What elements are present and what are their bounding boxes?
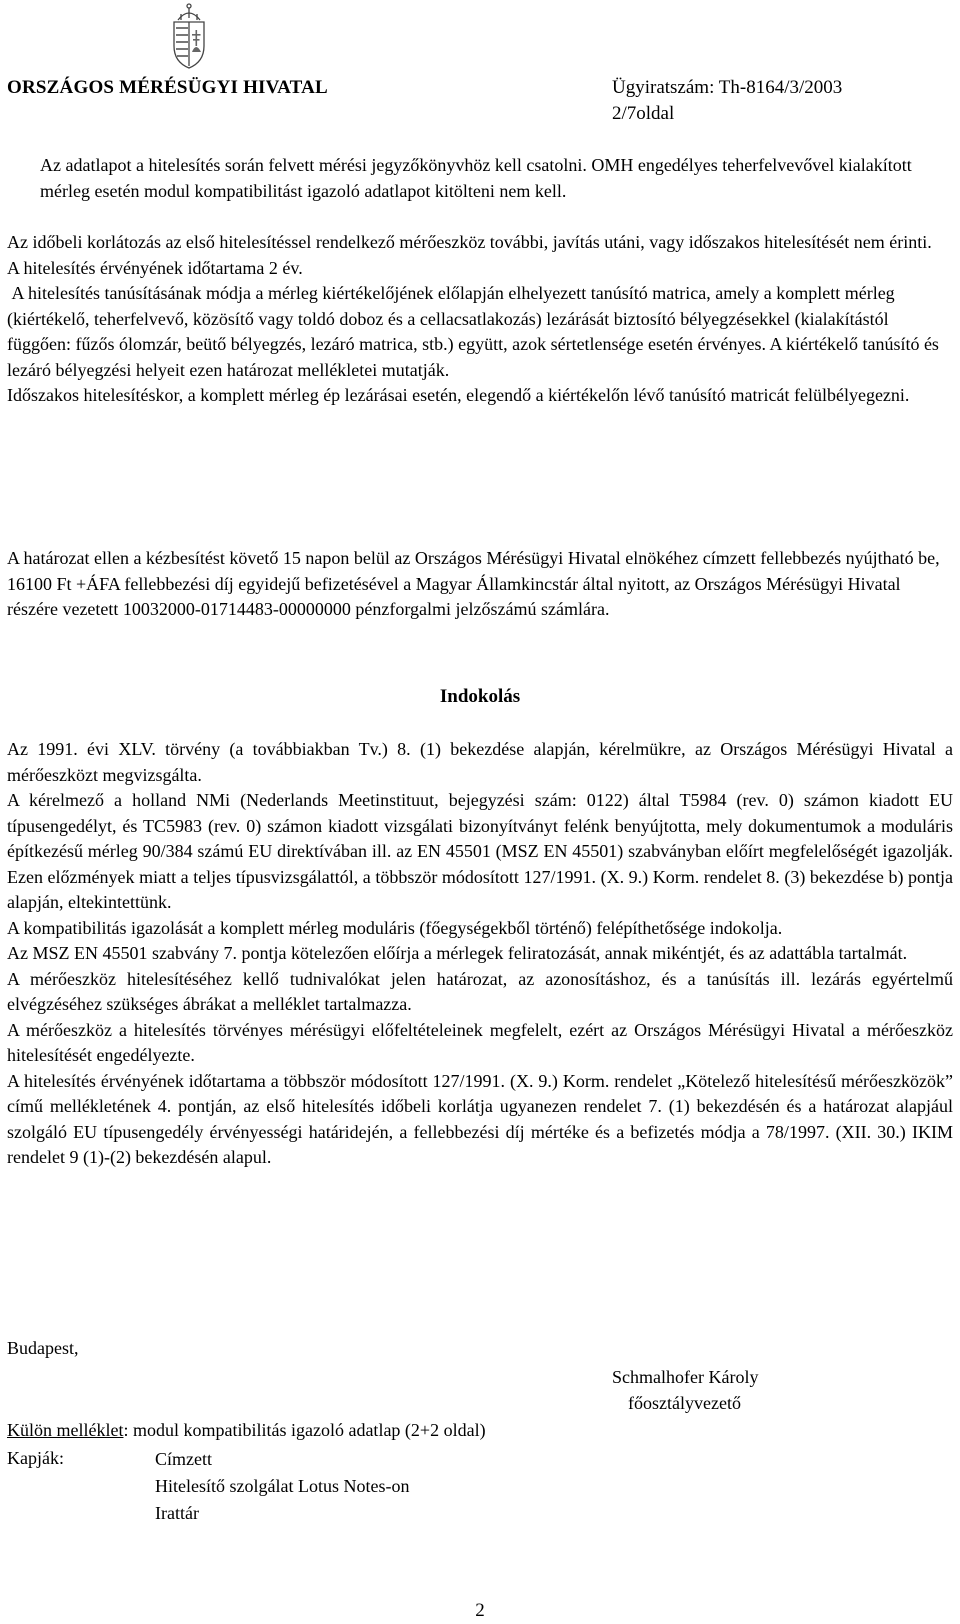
reasoning-paragraph-7: A hitelesítés érvényének időtartama a többször módosított 127/1991. (X. 9.) Korm. rendelet „Kötelező hitelesítésű mérőeszközök” című mellékletének 4. pontján, az első hitelesítés időbeli korlátja ugyanezen rendelet 7. (1) bekezdésén és a határozat alapjául szolgáló EU típusengedély érvényességi határidején, a fellebbezési díj mértéke és a befizetés módja a 78/1997. (XII. 30.) IKIM rendelet 9 (1)-(2) bekezdésén alapul. (7, 1070, 953, 1167)
attachment-line (7, 1418, 486, 1444)
appeal-paragraph: A határozat ellen a kézbesítést követő 15 napon belül az Országos Mérésügyi Hivatal elnökéhez címzett fellebbezés nyújtható be, 16100 Ft +ÁFA fellebbezési díj egyidejű befizetésével a Magyar Államkincstár által nyitott, az Országos Mérésügyi Hivatal részére vezetett 10032000-01714483-00000000 pénzforgalmi jelzőszámú számlára. (7, 548, 940, 619)
time-limit-paragraph: Az időbeli korlátozás az első hitelesítéssel rendelkező mérőeszköz további, javítás utáni, vagy időszakos hitelesítését nem érinti. (7, 232, 932, 252)
reasoning-paragraph-6: A mérőeszköz a hitelesítés törvényes mérésügyi előfeltételeinek megfelelt, ezért az Országos Mérésügyi Hivatal a mérőeszköz hitelesítését engedélyezte. (7, 1019, 953, 1065)
validity-paragraph: A hitelesítés érvényének időtartama 2 év. (7, 257, 303, 278)
periodic-verification-paragraph: Időszakos hitelesítéskor, a komplett mérleg ép lezárásai esetén, elegendő a kiértékelőn lévő tanúsító matricát felülbélyegezni. (7, 385, 910, 405)
recipients-label: Kapják: (7, 1448, 64, 1468)
attachment-label: Külön melléklet (7, 1420, 124, 1440)
recipient-item: Címzett (155, 1449, 212, 1469)
main-body (7, 230, 953, 409)
attachment-text: : modul kompatibilitás igazoló adatlap (2+2 oldal) (123, 1420, 486, 1440)
header-right (612, 75, 842, 127)
hungarian-coat-of-arms-icon (168, 2, 210, 70)
reasoning-paragraph-3: A kompatibilitás igazolását a komplett mérleg moduláris (főegységekből történő) felépíthetősége indokolja. (7, 917, 783, 938)
signer-title: főosztályvezető (628, 1393, 741, 1413)
recipient-item: Irattár (155, 1503, 199, 1523)
reasoning-paragraph-4: Az MSZ EN 45501 szabvány 7. pontja kötelezően előírja a mérlegek feliratozását, annak mikéntjét, és az adattábla tartalmát. (7, 943, 908, 963)
datasheet-paragraph: Az adatlapot a hitelesítés során felvett mérési jegyzőkönyvhöz kell csatolni. OMH engedélyes teherfelvevővel kialakított mérleg esetén modul kompatibilitást igazoló adatlapot kitölteni nem kell. (40, 155, 912, 201)
recipients-list (155, 1446, 409, 1527)
reasoning-paragraph-5: A mérőeszköz hitelesítéséhez kellő tudnivalókat jelen határozat, az azonosításhoz, és a tanúsítás ill. lezárás egyértelmű elvégzéséhez szükséges ábrákat a melléklet tartalmazza. (7, 968, 953, 1014)
recipient-item: Hitelesítő szolgálat Lotus Notes-on (155, 1476, 410, 1496)
page-indicator: 2/7oldal (612, 103, 675, 124)
reasoning-body (7, 737, 953, 1171)
appeal-block (7, 546, 953, 623)
place-line: Budapest, (7, 1338, 79, 1358)
case-number: Ügyiratszám: Th-8164/3/2003 (612, 77, 843, 98)
indented-paragraph-block (40, 153, 920, 204)
certification-method-paragraph: A hitelesítés tanúsításának módja a mérleg kiértékelőjének előlapján elhelyezett tanúsító matrica, amely a komplett mérleg (kiértékelő, teherfelvevő, közösítő vagy toldó doboz és a cellacsatlakozás) lezárását biztosító bélyegzésekkel (kialakítástól függően: fűzős ólomzár, beütő bélyegzés, lezáró matrica, stb.) együtt, azok sértetlensége esetén érvényes. A kiértékelő tanúsító és lezáró bélyegzési helyeit ezen határozat mellékletei mutatják. (7, 283, 944, 380)
reasoning-paragraph-1: Az 1991. évi XLV. törvény (a továbbiakban Tv.) 8. (1) bekezdése alapján, kérelmükre, az Országos Mérésügyi Hivatal a mérőeszközt megvizsgálta. (7, 739, 953, 785)
organization-name: ORSZÁGOS MÉRÉSÜGYI HIVATAL (7, 77, 328, 98)
reasoning-paragraph-2: A kérelmező a holland NMi (Nederlands Meetinstituut, bejegyzési szám: 0122) által T5984 (rev. 0) számon kiadott EU típusengedélyt, és TC5983 (rev. 0) számon kiadott vizsgálati bizonyítványt felénk benyújtotta, mely dokumentumok a moduláris építkezésű mérleg 90/384 számú EU direktívában ill. az EN 45501 (MSZ EN 45501) szabványban előírt megfelelőségét igazolják. Ezen előzmények miatt a teljes típusvizsgálattól, a többször módosított 127/1991. (X. 9.) Korm. rendelet 8. (3) bekezdése b) pontja alapján, eltekintettünk. (7, 790, 953, 912)
reasoning-heading: Indokolás (439, 686, 521, 707)
page-number: 2 (475, 1600, 485, 1621)
signer-name: Schmalhofer Károly (612, 1367, 759, 1387)
